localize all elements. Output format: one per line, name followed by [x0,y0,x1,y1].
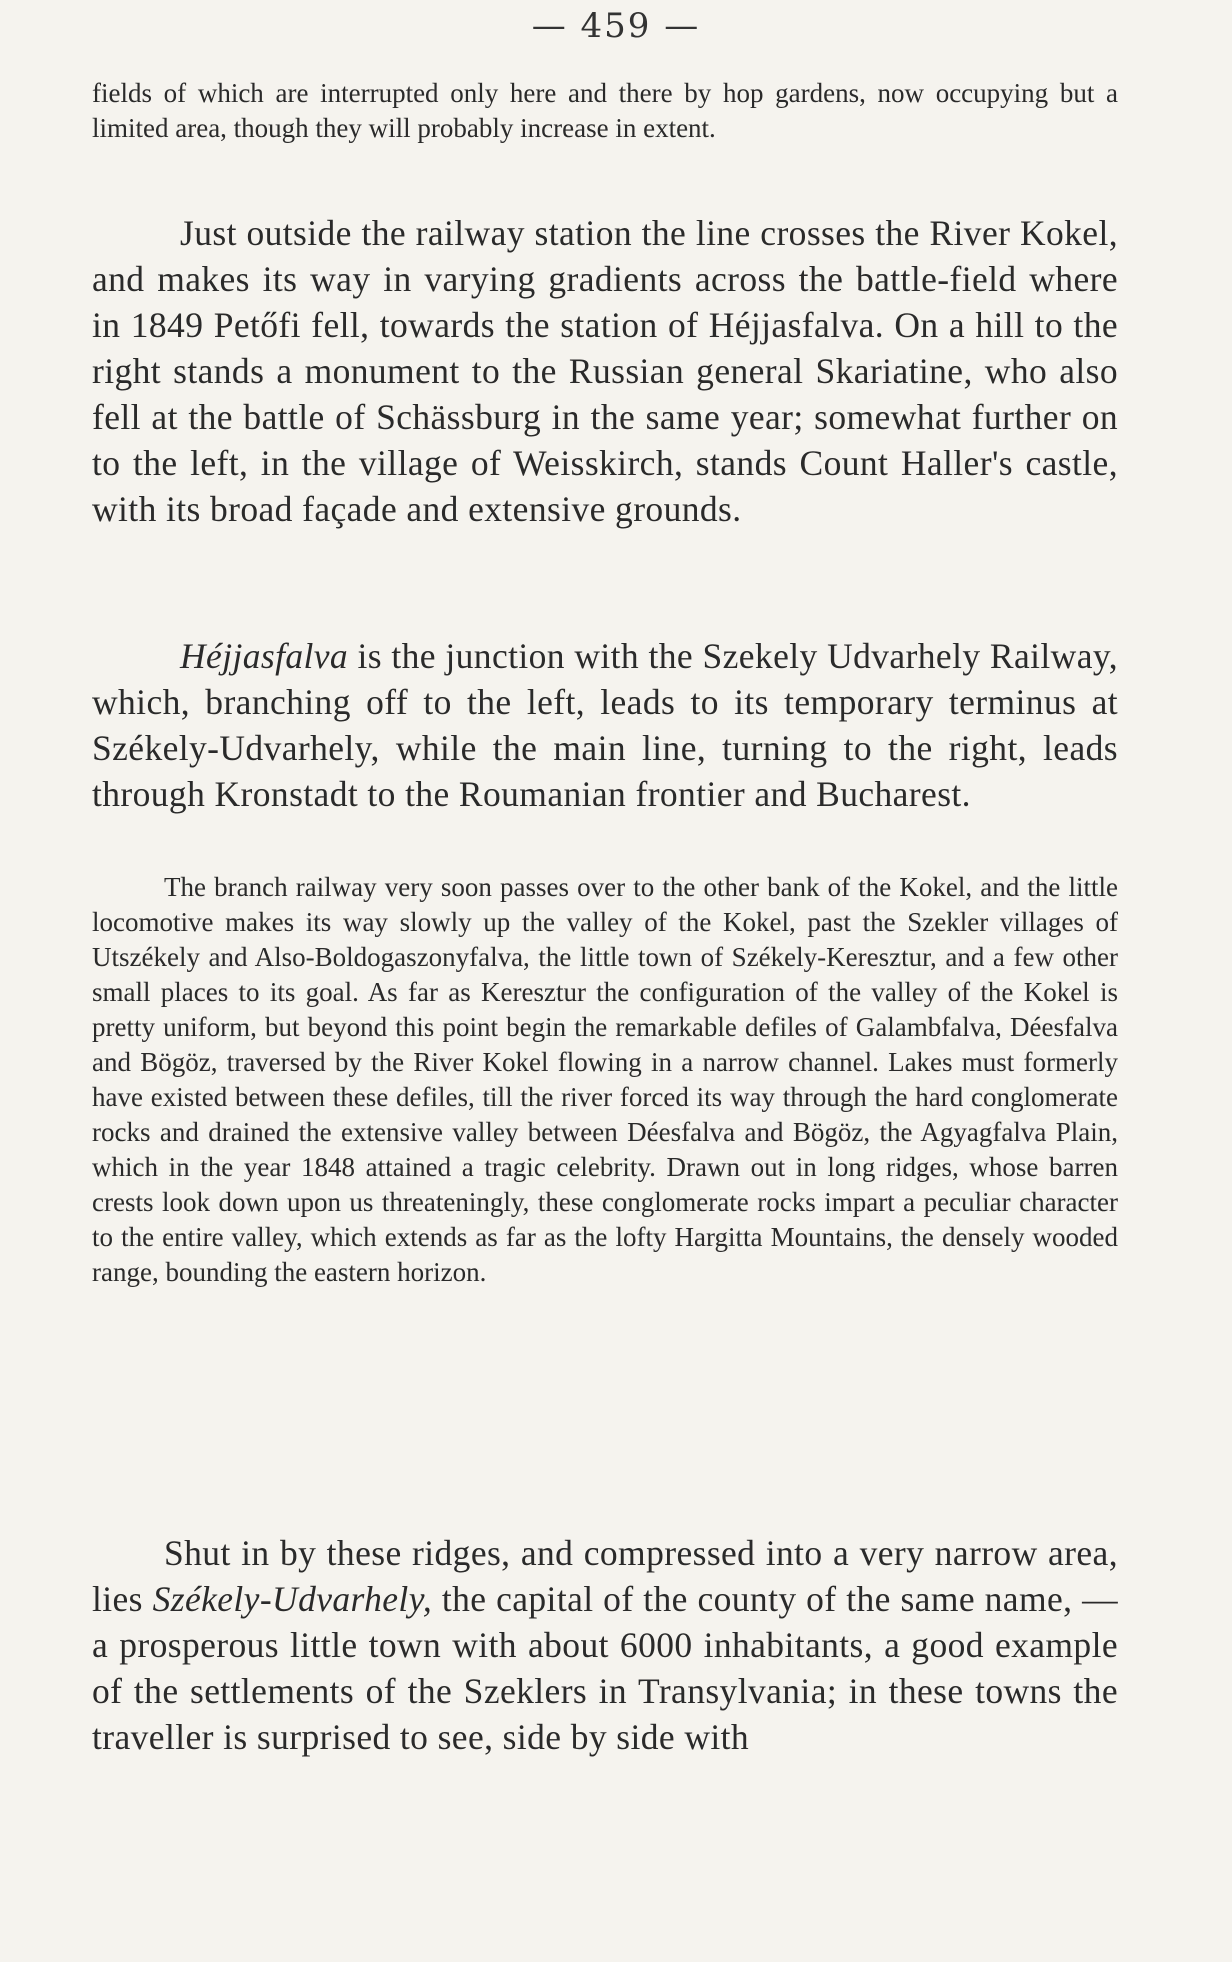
paragraph-szekely-udvarhely [92,1530,1118,1760]
place-name-italic: Székely-Udvarhely, [152,1579,433,1619]
paragraph-continuation [92,76,1118,146]
paragraph-text: the capital of the county of the same name, — a prosperous little town with about 6000 inhabitants, a good example of the settlements of the Szeklers in Transylvania; in these towns the traveller is surprised to see, side by side with [92,1579,1118,1757]
paragraph-text: fields of which are interrupted only here and there by hop gardens, now occupying but a limited area, though they will probably increase in extent. [92,78,1118,143]
paragraph-hejjasfalva-junction [92,633,1118,817]
paragraph-railway-station [92,210,1118,532]
paragraph-text: Just outside the railway station the line crosses the River Kokel, and makes its way in varying gradients across the battle-field where in 1849 Petőfi fell, towards the station of Héjjasfalva. On a hill to the right stands a monument to the Russian general Skariatine, who also fell at the battle of Schässburg in the same year; somewhat further on to the left, in the village of Weisskirch, stands Count Haller's castle, with its broad façade and extensive grounds. [92,213,1118,529]
paragraph-text: Shut in by these ridges, and compressed into a very narrow area, lies [92,1533,1118,1619]
paragraph-text: is the junction with the Szekely Udvarhely Railway, which, branching off to the left, leads to its temporary terminus at Székely-Udvarhely, while the main line, turning to the right, leads through Kronstadt to the Roumanian frontier and Bucharest. [92,636,1118,814]
page-number: — 459 — [531,6,701,46]
paragraph-text: The branch railway very soon passes over to the other bank of the Kokel, and the little locomotive makes its way slowly up the valley of the Kokel, past the Szekler villages of Utszékely and Also-Boldogaszonyfalva, the little town of Székely-Keresztur, and a few other small places to its goal. As far as Keresztur the configuration of the valley of the Kokel is pretty uniform, but beyond this point begin the remarkable defiles of Galambfalva, Déesfalva and Bögöz, traversed by the River Kokel flowing in a narrow channel. Lakes must formerly have existed between these defiles, till the river forced its way through the hard conglomerate rocks and drained the extensive valley between Déesfalva and Bögöz, the Agyagfalva Plain, which in the year 1848 attained a tragic celebrity. Drawn out in long ridges, whose barren crests look down upon us threateningly, these conglomerate rocks impart a peculiar character to the entire valley, which extends as far as the lofty Hargitta Mountains, the densely wooded range, bounding the eastern horizon. [92,872,1118,1287]
place-name-italic: Héjjasfalva [180,636,349,676]
paragraph-branch-railway [92,870,1118,1290]
